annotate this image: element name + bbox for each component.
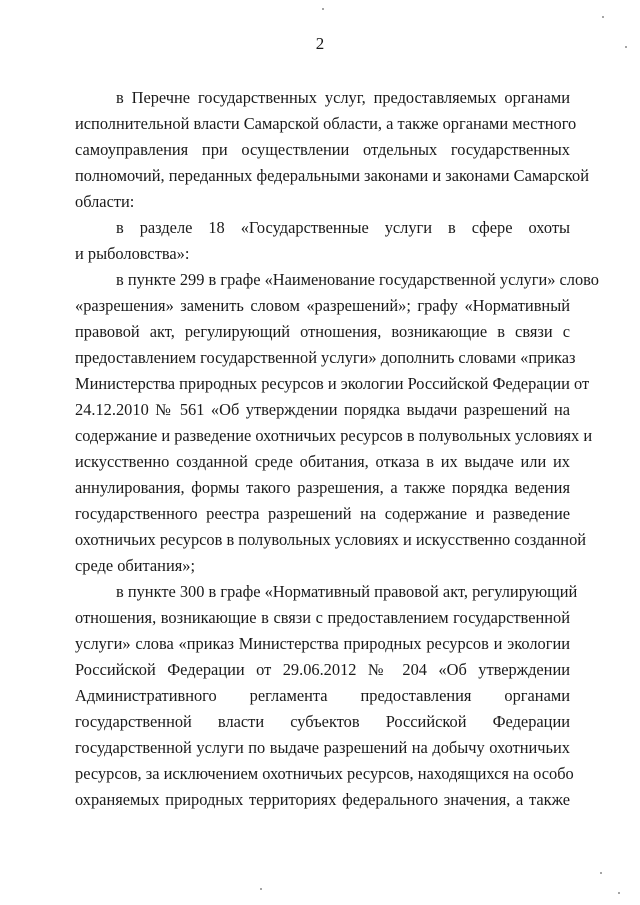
text-line: в разделе 18 «Государственные услуги в сфере охоты [116, 218, 570, 237]
text-line: Российской Федерации от 29.06.2012 № 204 «Об утверждении [75, 660, 570, 679]
scan-speck [625, 46, 627, 48]
text-line: области: [75, 192, 135, 211]
text-line: полномочий, переданных федеральными законами и законами Самарской [75, 166, 589, 185]
text-line: искусственно созданной среде обитания, отказа в их выдаче или их [75, 452, 570, 471]
text-line: услуги» слова «приказ Министерства природных ресурсов и экологии [75, 634, 570, 653]
text-line: среде обитания»; [75, 556, 196, 575]
text-line: государственной услуги по выдаче разрешений на добычу охотничьих [75, 738, 570, 757]
scan-speck [602, 16, 604, 18]
scan-speck [322, 8, 324, 10]
text-line: государственной власти субъектов Российской Федерации [75, 712, 570, 731]
scan-speck [618, 892, 620, 894]
text-line: содержание и разведение охотничьих ресурсов в полувольных условиях и [75, 426, 593, 445]
text-line: в пункте 300 в графе «Нормативный правовой акт, регулирующий [116, 582, 578, 601]
text-line: охотничьих ресурсов в полувольных условиях и искусственно созданной [75, 530, 587, 549]
text-line: правовой акт, регулирующий отношения, возникающие в связи с [75, 322, 570, 341]
text-line: Административного регламента предоставления органами [75, 686, 570, 705]
text-line: отношения, возникающие в связи с предоставлением государственной [75, 608, 570, 627]
text-line: в Перечне государственных услуг, предоставляемых органами [116, 88, 570, 107]
text-line: охраняемых природных территориях федерального значения, а также [75, 790, 570, 809]
text-line: «разрешения» заменить словом «разрешений»; графу «Нормативный [75, 296, 570, 315]
text-line: исполнительной власти Самарской области, а также органами местного [75, 114, 577, 133]
text-line: Министерства природных ресурсов и экологии Российской Федерации от [75, 374, 590, 393]
text-line: и рыболовства»: [75, 244, 190, 263]
text-line: ресурсов, за исключением охотничьих ресурсов, находящихся на особо [75, 764, 574, 783]
text-line: в пункте 299 в графе «Наименование государственной услуги» слово [116, 270, 599, 289]
text-line: государственного реестра разрешений на содержание и разведение [75, 504, 570, 523]
text-line: предоставлением государственной услуги» дополнить словами «приказ [75, 348, 576, 367]
text-line: самоуправления при осуществлении отдельных государственных [75, 140, 570, 159]
text-line: 24.12.2010 № 561 «Об утверждении порядка выдачи разрешений на [75, 400, 570, 419]
scan-speck [600, 872, 602, 874]
page-number: 2 [315, 34, 325, 53]
text-line: аннулирования, формы такого разрешения, а также порядка ведения [75, 478, 570, 497]
scan-speck [260, 888, 262, 890]
